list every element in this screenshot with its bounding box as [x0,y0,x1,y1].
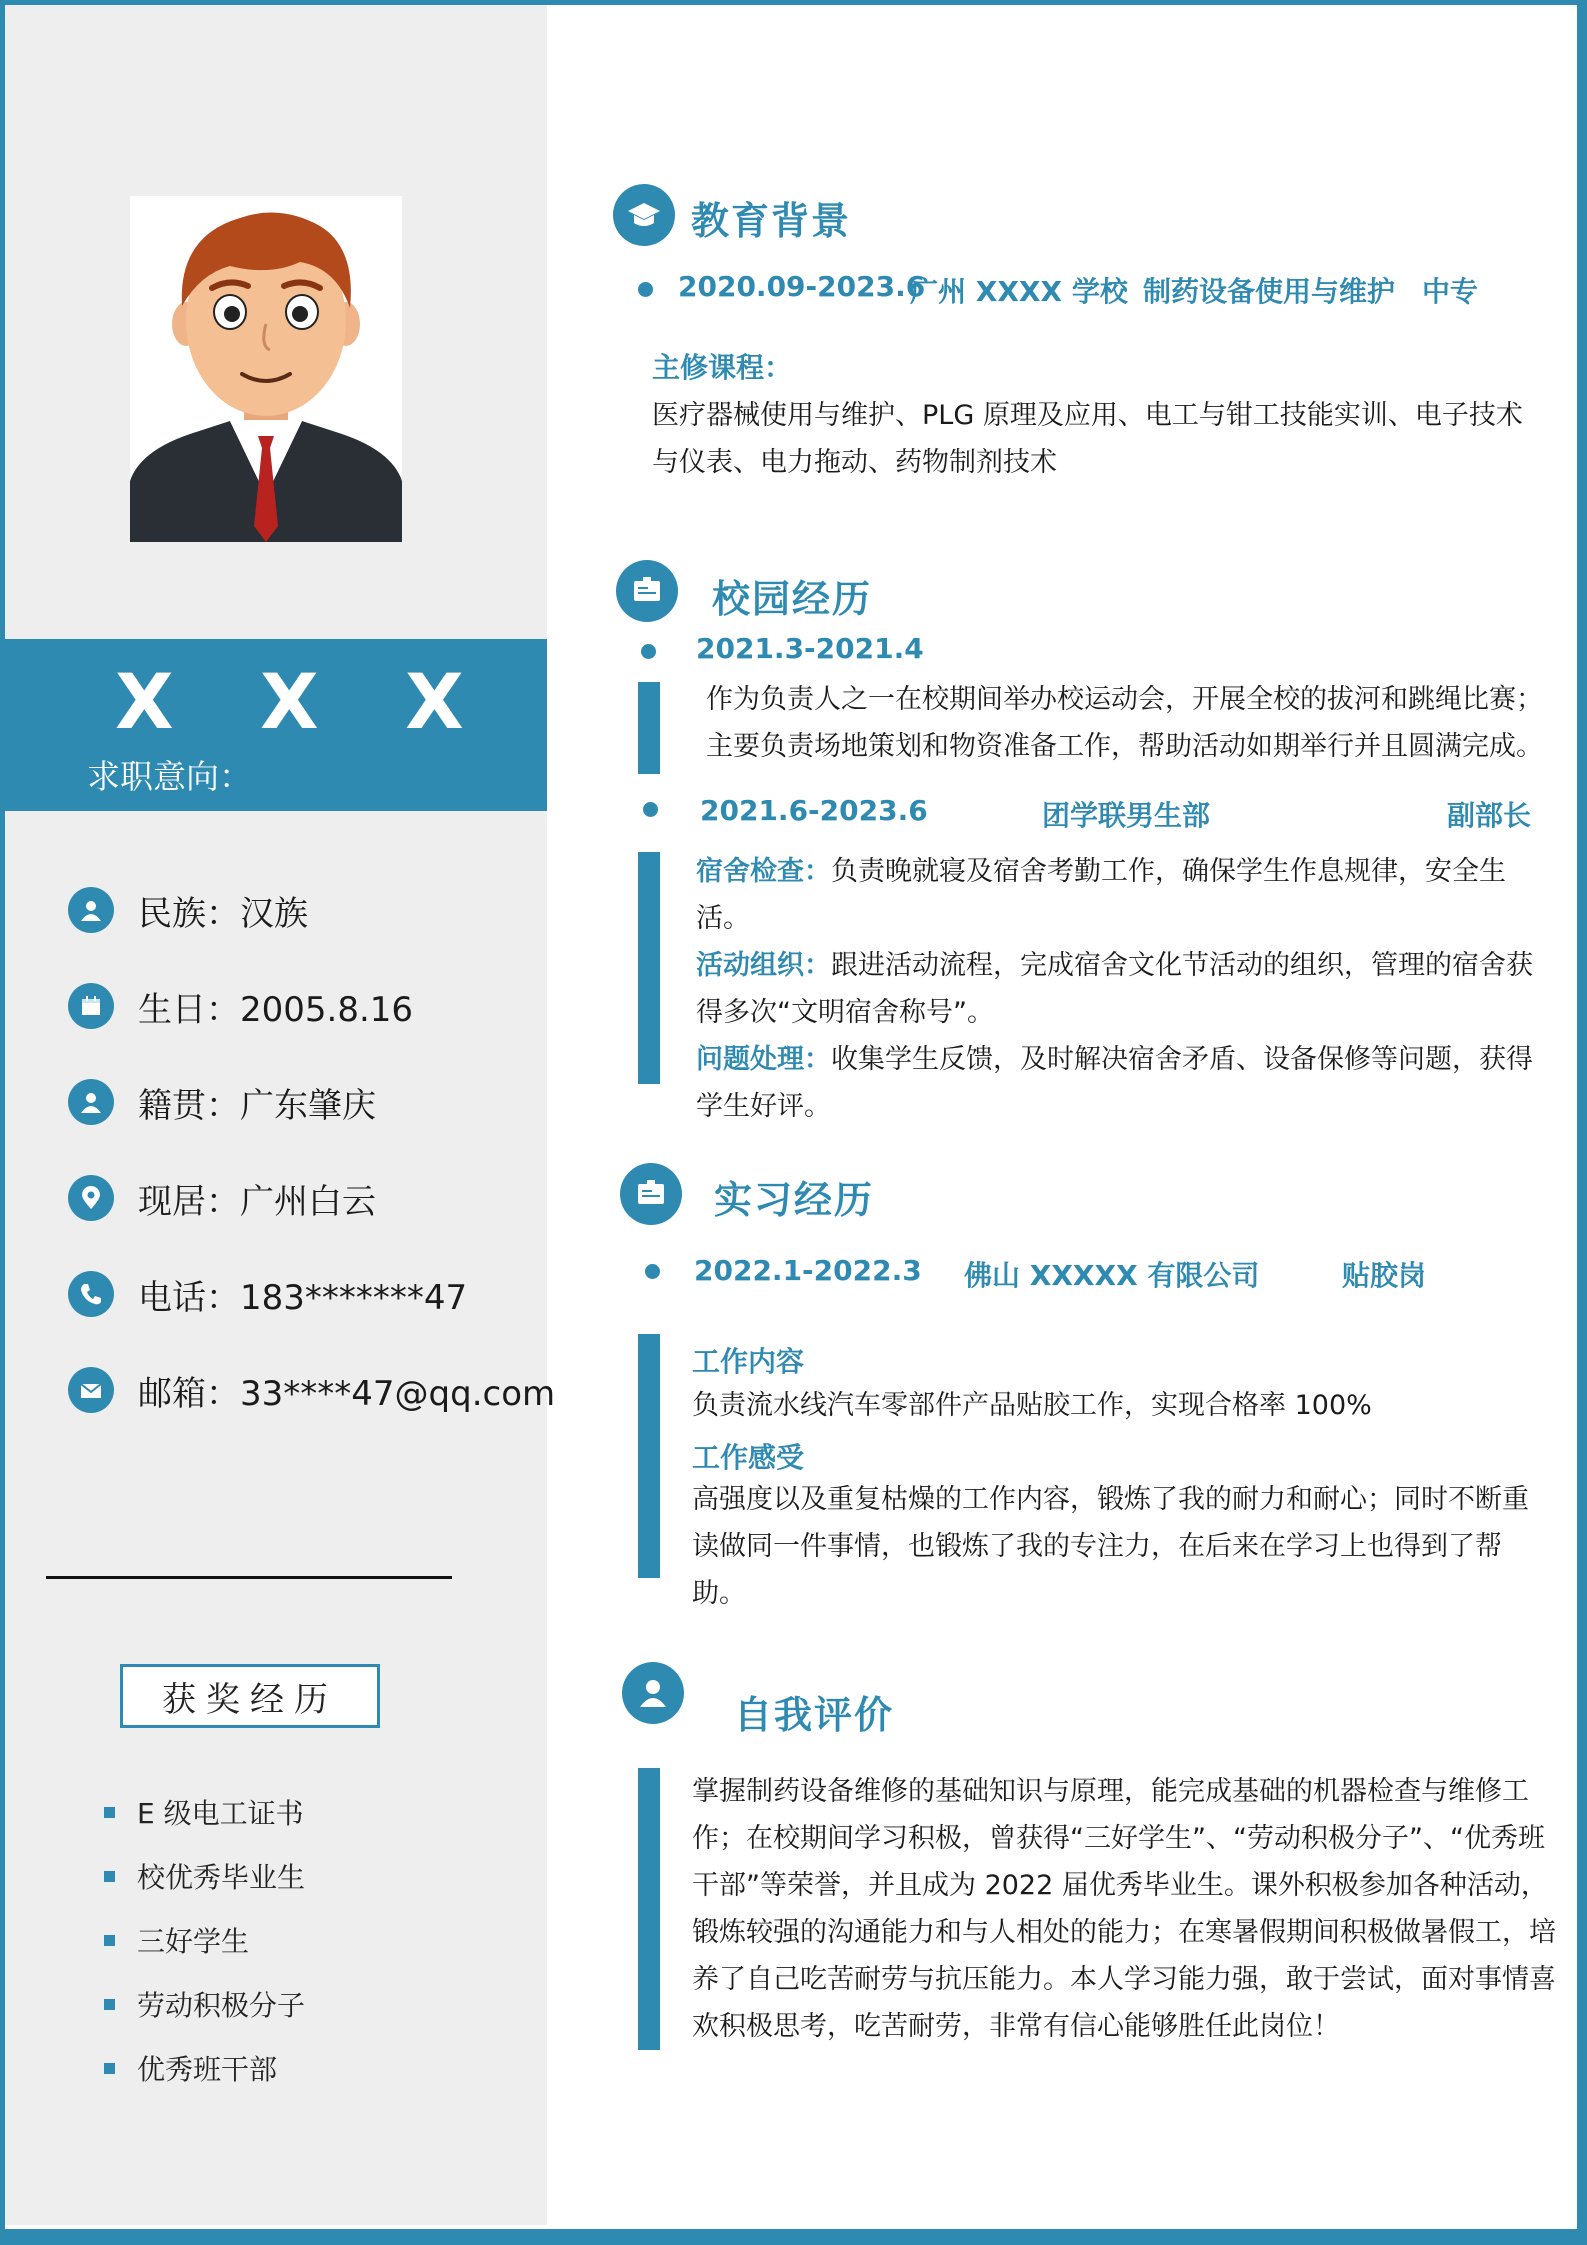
info-row-ethnicity [68,880,308,940]
avatar [130,196,402,542]
award-item [104,1856,305,1896]
location-pin-icon [68,1175,114,1221]
campus-org: 团学联男生部 [1042,799,1211,832]
accent-bar [638,682,660,774]
internship-title: 实习经历 [714,1178,875,1222]
education-period: 2020.09-2023.6 [678,270,926,303]
bullet-dot [643,802,658,817]
award-item [104,1920,249,1960]
person-icon [68,1079,114,1125]
info-label: 电话 ： [138,1278,240,1318]
duty-text: 负责晚就寝及宿舍考勤工作，确保学生作息规律，安全生活。 [696,856,1506,934]
info-label: 民族 ： [138,894,240,934]
campus-text-1: 作为负责人之一在校期间举办校运动会，开展全校的拔河和跳绳比赛；主要负责场地策划和物资准备工作，帮助活动如期举行并且圆满完成。 [706,684,1543,762]
person-icon [68,887,114,933]
info-value: 33****47@qq.com [240,1373,556,1414]
duty-item [696,848,1548,942]
education-level: 中专 [1422,275,1479,308]
campus-role: 副部长 [1447,799,1532,832]
work-feeling-text: 高强度以及重复枯燥的工作内容，锻炼了我的耐力和耐心；同时不断重读做同一件事情，也锻炼了我的专注力，在后来在学习上也得到了帮助。 [692,1484,1529,1609]
square-bullet-icon [104,1935,115,1946]
square-bullet-icon [104,1807,115,1818]
info-label: 生日 ： [138,990,240,1030]
info-value: 广东肇庆 [240,1085,376,1126]
award-text: E 级电工证书 [137,1797,304,1830]
info-value: 汉族 [240,893,308,934]
bullet-dot [641,644,656,659]
info-value: 2005.8.16 [240,989,414,1030]
education-major: 制药设备使用与维护 [1143,275,1396,308]
info-value: 广州白云 [240,1181,376,1222]
duty-label: 问题处理： [696,1044,831,1075]
info-row-hometown [68,1072,376,1132]
sidebar-divider [46,1576,452,1579]
duty-label: 活动组织： [696,950,831,981]
person-icon [622,1662,684,1724]
campus-duties [696,848,1548,1130]
bottom-border [0,2229,1587,2245]
info-value: 183*******47 [240,1277,468,1318]
bullet-dot [645,1264,660,1279]
info-row-email [68,1360,555,1420]
duty-text: 跟进活动流程，完成宿舍文化节活动的组织，管理的宿舍获得多次“文明宿舍称号”。 [696,950,1533,1028]
award-item [104,1792,304,1832]
square-bullet-icon [104,1999,115,2010]
internship-position: 贴胶岗 [1342,1259,1427,1292]
duty-label: 宿舍检查： [696,856,831,887]
campus-title: 校园经历 [712,577,873,621]
graduation-cap-icon [613,184,675,246]
info-label: 籍贯 ： [138,1086,240,1126]
certificate-icon [620,1163,682,1225]
award-text: 三好学生 [137,1925,250,1958]
calendar-icon [68,983,114,1029]
info-label: 邮箱 ： [138,1374,240,1414]
awards-title: 获奖经历 [120,1664,380,1728]
right-border [1577,0,1582,2245]
award-text: 校优秀毕业生 [137,1861,306,1894]
accent-bar [638,852,660,1084]
certificate-icon [616,560,678,622]
self-eval-text: 掌握制药设备维修的基础知识与原理，能完成基础的机器检查与维修工作；在校期间学习积极，曾获得“三好学生”、“劳动积极分子”、“优秀班干部”等荣誉，并且成为 2022 届优秀毕业生。课外积极参加各种活动，锻炼较强的沟通能力和与人相处的能力；在寒暑假期间积极做暑假工，培养了自己吃苦耐劳与抗压能力。本人学习能力强，敢于尝试，面对事情喜欢积极思考，吃苦耐劳，非常有信心能够胜任此岗位！ [692,1776,1556,2042]
self-eval-title: 自我评价 [734,1693,895,1737]
square-bullet-icon [104,1871,115,1882]
education-school: 广州 XXXX 学校 [910,275,1128,308]
duty-item [696,1036,1548,1130]
square-bullet-icon [104,2063,115,2074]
info-row-birthday [68,976,413,1036]
job-intent-label: 求职意向： [87,757,252,796]
campus-period-1: 2021.3-2021.4 [696,632,924,665]
duty-item [696,942,1548,1036]
info-row-phone [68,1264,467,1324]
name-band [5,639,547,811]
info-row-residence [68,1168,376,1228]
work-content-label: 工作内容 [692,1345,805,1378]
internship-period: 2022.1-2022.3 [694,1254,922,1287]
campus-period-2: 2021.6-2023.6 [700,794,928,827]
accent-bar [638,1334,660,1578]
work-content-text: 负责流水线汽车零部件产品贴胶工作，实现合格率 100% [692,1390,1372,1421]
internship-company: 佛山 XXXXX 有限公司 [964,1259,1260,1292]
duty-text: 收集学生反馈，及时解决宿舍矛盾、设备保修等问题，获得学生好评。 [696,1044,1533,1122]
accent-bar [638,1768,660,2050]
education-title: 教育背景 [691,199,852,243]
award-item [104,1984,305,2024]
mail-icon [68,1367,114,1413]
award-text: 优秀班干部 [137,2053,278,2086]
phone-icon [68,1271,114,1317]
award-item [104,2048,277,2088]
courses-text: 医疗器械使用与维护、PLG 原理及应用、电工与钳工技能实训、电子技术与仪表、电力拖动、药物制剂技术 [652,400,1523,478]
candidate-name: X X X [115,657,494,746]
award-text: 劳动积极分子 [137,1989,306,2022]
work-feeling-label: 工作感受 [692,1441,805,1474]
courses-label: 主修课程： [652,351,793,384]
bullet-dot [638,282,653,297]
info-label: 现居 ： [138,1182,240,1222]
